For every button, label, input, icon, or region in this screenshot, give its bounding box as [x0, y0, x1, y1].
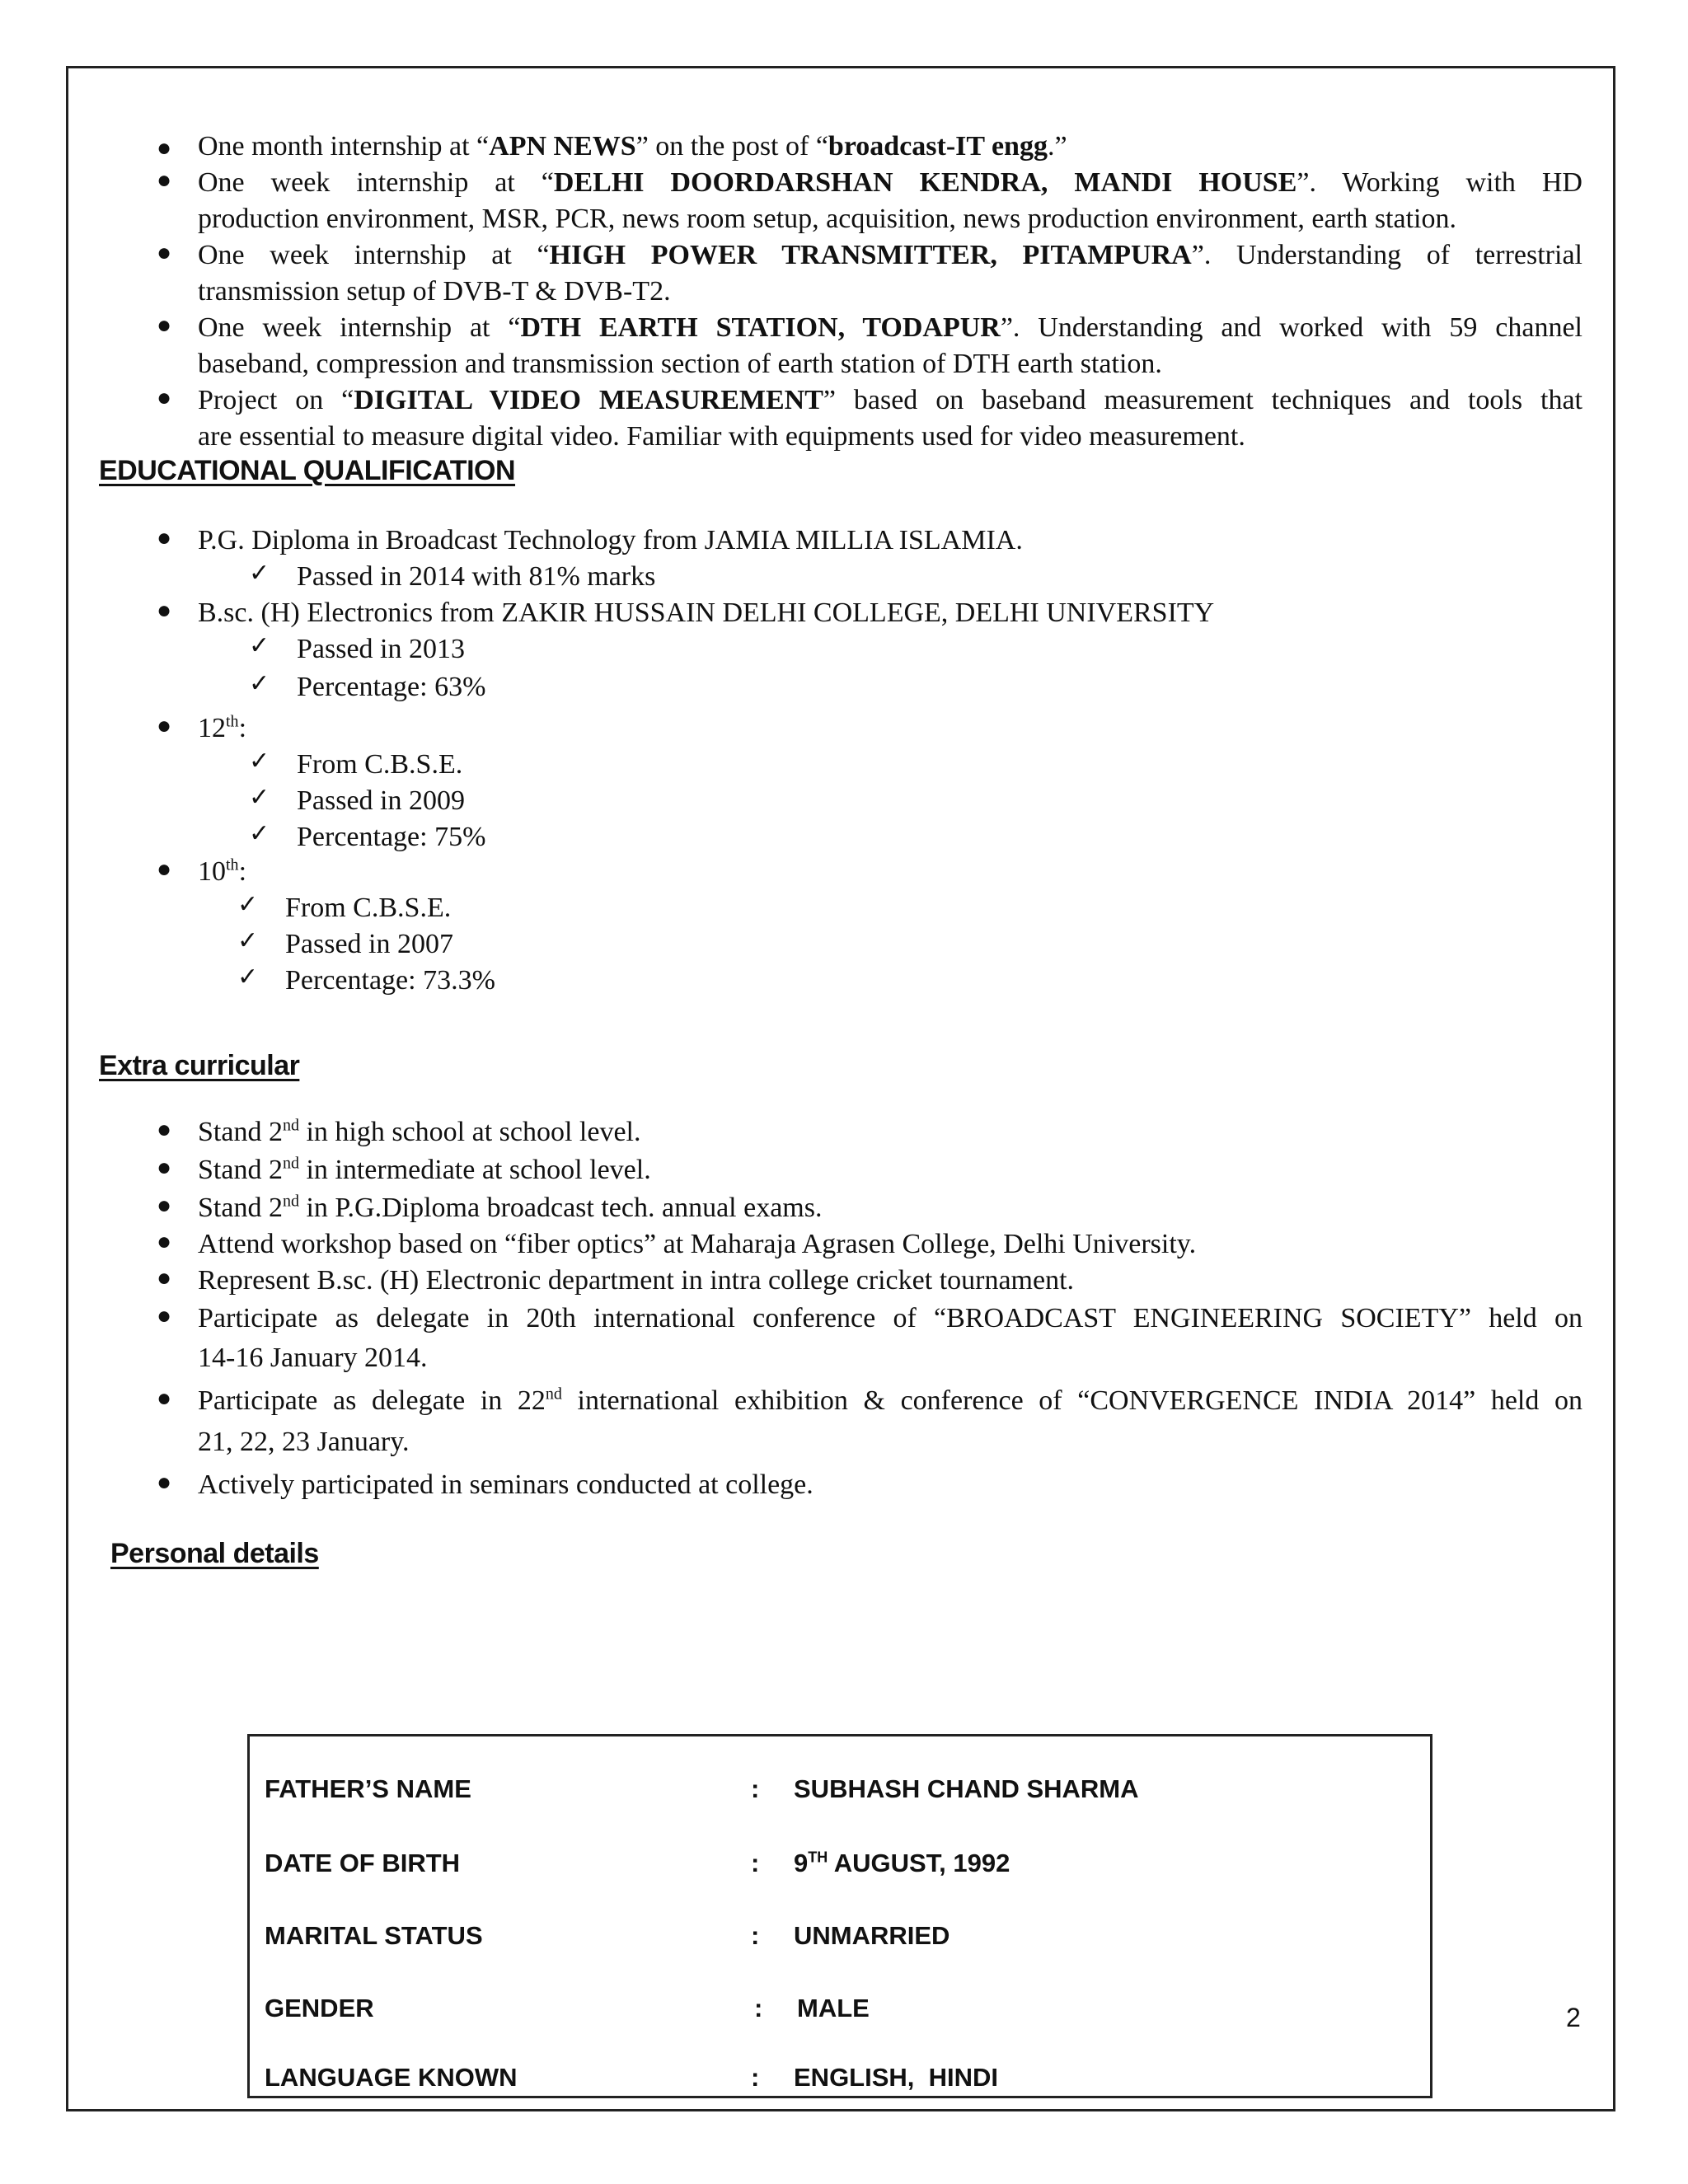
extra-item-line2: 14-16 January 2014.	[198, 1343, 428, 1373]
extra-item: Attend workshop based on “fiber optics” at Maharaja Agrasen College, Delhi University.	[198, 1229, 1197, 1259]
superscript: TH	[808, 1849, 828, 1866]
text: One week internship at “	[198, 240, 550, 270]
page-number: 2	[1566, 2003, 1581, 2032]
text: in high school at school level.	[298, 1117, 641, 1147]
company-name: APN NEWS	[489, 131, 636, 162]
table-row	[250, 2063, 1430, 2099]
superscript: nd	[282, 1192, 299, 1211]
company-name: HIGH POWER TRANSMITTER, PITAMPURA	[549, 240, 1192, 270]
company-name: DELHI DOORDARSHAN KENDRA, MANDI HOUSE	[553, 167, 1297, 198]
extra-item	[198, 1383, 1582, 1419]
bullet: ●	[157, 712, 172, 739]
text: Stand 2	[198, 1117, 283, 1147]
row-label: MARITAL STATUS	[265, 1921, 483, 1950]
text: ” on the post of “	[635, 131, 828, 162]
education-heading: EDUCATIONAL QUALIFICATION	[99, 455, 516, 486]
bullet: ●	[157, 1264, 172, 1291]
extra-item-line2: 21, 22, 23 January.	[198, 1427, 410, 1457]
check-icon: ✓	[249, 631, 270, 660]
check-icon: ✓	[249, 747, 270, 776]
superscript: th	[226, 855, 239, 874]
row-value: UNMARRIED	[794, 1921, 950, 1950]
extra-item: Participate as delegate in 20th international conference of “BROADCAST ENGINEERING SOCIETY” held on	[198, 1303, 1582, 1333]
check-icon: ✓	[237, 926, 259, 955]
bullet: ●	[157, 1154, 172, 1181]
row-colon: :	[751, 1921, 760, 1950]
check-icon: ✓	[237, 890, 259, 919]
text: Project on “	[198, 385, 354, 415]
internship-item-line2: production environment, MSR, PCR, news room setup, acquisition, news production environment, earth station.	[198, 204, 1456, 234]
extra-item	[198, 1190, 1582, 1226]
text: 12	[198, 713, 226, 743]
text: international exhibition & conference of “CONVERGENCE INDIA 2014” held on	[561, 1385, 1583, 1416]
bullet: ●	[157, 239, 172, 266]
project-name: DIGITAL VIDEO MEASUREMENT	[354, 385, 823, 415]
text: 9	[794, 1849, 809, 1877]
bullet: ●	[157, 597, 172, 624]
education-item	[198, 710, 1582, 747]
text: ” based on baseband measurement techniques and tools that	[823, 385, 1582, 415]
extra-item	[198, 1114, 1582, 1151]
bullet: ●	[157, 1469, 172, 1496]
personal-details-heading: Personal details	[110, 1538, 319, 1569]
text: in intermediate at school level.	[298, 1155, 651, 1185]
extra-curricular-heading: Extra curricular	[99, 1050, 300, 1081]
education-detail: Passed in 2013	[297, 634, 465, 664]
row-colon: :	[754, 1994, 763, 2022]
education-item: B.sc. (H) Electronics from ZAKIR HUSSAIN DELHI COLLEGE, DELHI UNIVERSITY	[198, 598, 1215, 628]
row-label: DATE OF BIRTH	[265, 1849, 461, 1877]
superscript: nd	[282, 1116, 299, 1135]
text: in P.G.Diploma broadcast tech. annual exams.	[298, 1193, 823, 1223]
bullet: ●	[157, 1228, 172, 1255]
internship-item	[198, 129, 1582, 165]
check-icon: ✓	[249, 783, 270, 812]
bullet: ●	[157, 1192, 172, 1219]
check-icon: ✓	[249, 819, 270, 848]
text: ”. Working with HD	[1296, 167, 1582, 198]
text: AUGUST, 1992	[828, 1849, 1010, 1877]
text: One month internship at “	[198, 131, 490, 162]
text: Stand 2	[198, 1193, 283, 1223]
extra-item	[198, 1152, 1582, 1188]
check-icon: ✓	[249, 669, 270, 698]
education-detail: Passed in 2007	[285, 929, 453, 959]
row-value: MALE	[797, 1994, 870, 2022]
education-detail: Percentage: 75%	[297, 822, 486, 852]
extra-item: Represent B.sc. (H) Electronic department in intra college cricket tournament.	[198, 1265, 1075, 1296]
text: :	[238, 713, 247, 743]
education-detail: From C.B.S.E.	[285, 893, 452, 923]
internship-item	[198, 237, 1582, 274]
project-item-line2: are essential to measure digital video. Familiar with equipments used for video measurement.	[198, 421, 1245, 452]
table-row	[250, 1921, 1430, 1957]
superscript: th	[226, 712, 239, 731]
text: ”. Understanding of terrestrial	[1191, 240, 1582, 270]
bullet: ●	[157, 1385, 172, 1412]
education-detail: From C.B.S.E.	[297, 749, 463, 780]
text: 10	[198, 856, 226, 887]
text: .”	[1047, 131, 1067, 162]
superscript: nd	[545, 1385, 562, 1404]
text: Stand 2	[198, 1155, 283, 1185]
education-detail: Percentage: 63%	[297, 672, 486, 702]
post-name: broadcast-IT engg	[828, 131, 1048, 162]
table-row	[250, 1774, 1430, 1811]
education-detail: Passed in 2014 with 81% marks	[297, 561, 656, 592]
row-label: FATHER’S NAME	[265, 1774, 471, 1803]
bullet: ●	[157, 1302, 172, 1329]
bullet: ●	[157, 855, 172, 883]
bullet: ●	[157, 166, 172, 194]
education-item	[198, 854, 1582, 890]
text: One week internship at “	[198, 167, 554, 198]
bullet: ●	[157, 312, 172, 339]
extra-item: Actively participated in seminars conducted at college.	[198, 1469, 814, 1500]
education-item: P.G. Diploma in Broadcast Technology from JAMIA MILLIA ISLAMIA.	[198, 525, 1023, 555]
row-value: ENGLISH, HINDI	[794, 2063, 999, 2092]
bullet: ●	[157, 524, 172, 551]
row-colon: :	[751, 1774, 760, 1803]
text: One week internship at “	[198, 312, 521, 343]
text: Participate as delegate in 22	[198, 1385, 546, 1416]
education-detail: Percentage: 73.3%	[285, 965, 495, 996]
row-value	[794, 1849, 1010, 1878]
internship-item	[198, 310, 1582, 346]
personal-details-table	[247, 1734, 1432, 2098]
superscript: nd	[282, 1154, 299, 1173]
internship-item	[198, 165, 1582, 201]
check-icon: ✓	[237, 963, 259, 991]
text: ”. Understanding and worked with 59 channel	[1000, 312, 1583, 343]
education-detail: Passed in 2009	[297, 785, 465, 816]
row-colon: :	[751, 1849, 760, 1877]
bullet: ●	[157, 1116, 172, 1143]
row-colon: :	[751, 2063, 760, 2092]
internship-item-line2: baseband, compression and transmission section of earth station of DTH earth station.	[198, 349, 1162, 379]
check-icon: ✓	[249, 559, 270, 588]
internship-item-line2: transmission setup of DVB-T & DVB-T2.	[198, 276, 671, 307]
row-label: GENDER	[265, 1994, 374, 2022]
bullet: ●	[157, 384, 172, 411]
project-item	[198, 382, 1582, 419]
bullet: ●	[157, 134, 172, 162]
row-value: SUBHASH CHAND SHARMA	[794, 1774, 1139, 1803]
table-row	[250, 1994, 1430, 2030]
text: :	[238, 856, 247, 887]
table-row	[250, 1849, 1430, 1885]
row-label: LANGUAGE KNOWN	[265, 2063, 518, 2092]
company-name: DTH EARTH STATION, TODAPUR	[520, 312, 1001, 343]
